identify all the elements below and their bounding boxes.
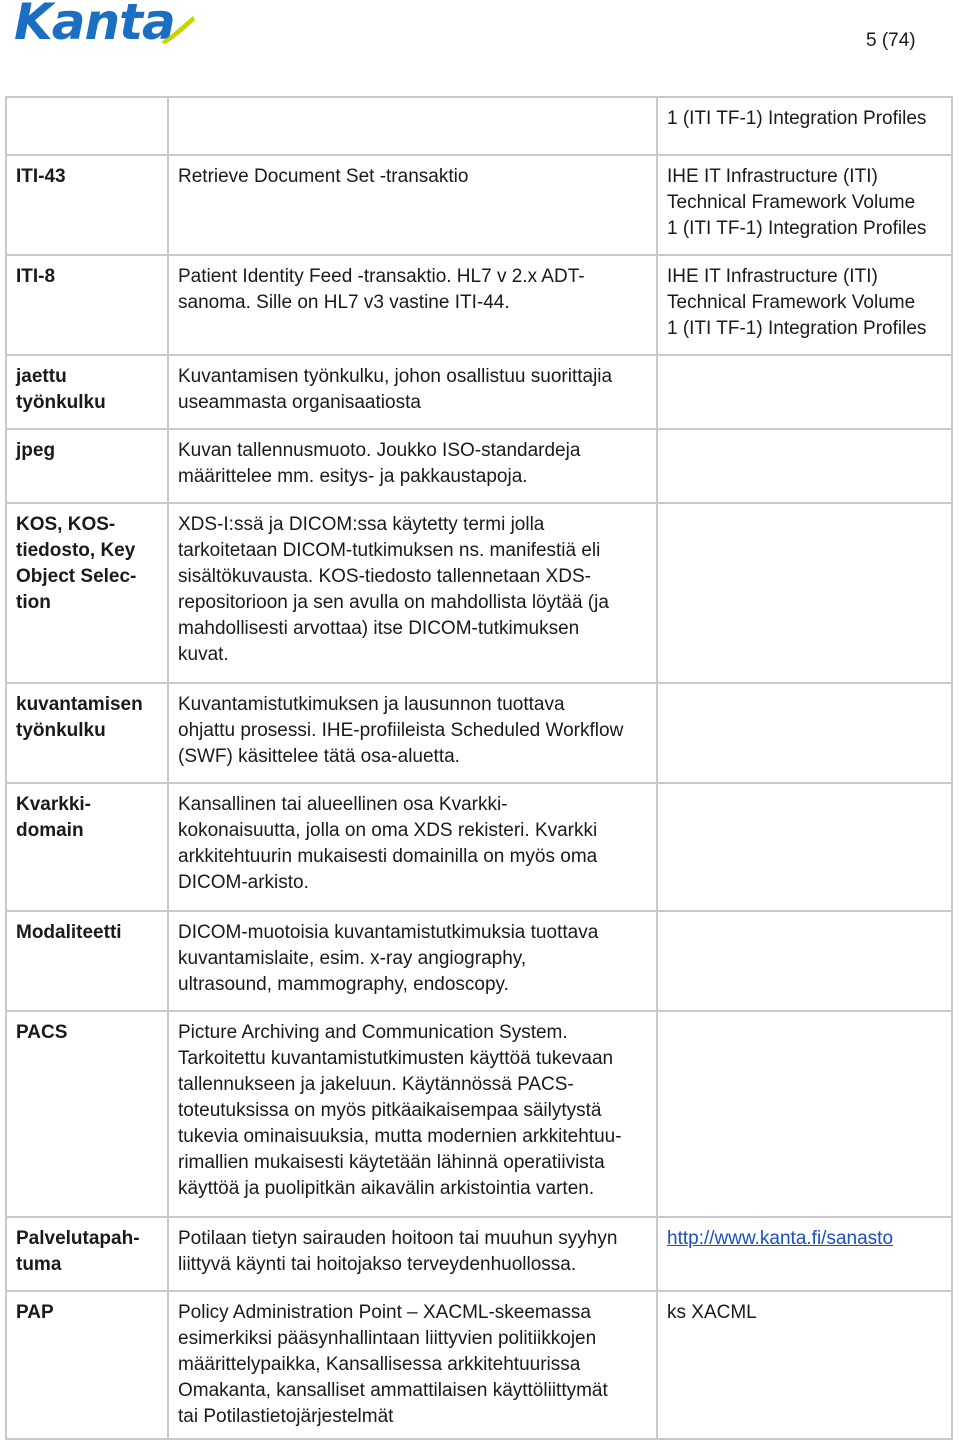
glossary-term [6,1011,168,1217]
glossary-source-text: IHE IT Infrastructure (ITI) Technical Framework Volume 1 (ITI TF-1) Integration Profiles [667,266,927,339]
glossary-source [657,503,952,683]
glossary-term [6,1291,168,1439]
glossary-row [6,683,952,783]
glossary-source [657,155,952,255]
glossary-definition-text: Kuvantamistutkimuksen ja lausunnon tuottava ohjattu prosessi. IHE-profiileista Scheduled Workflow (SWF) käsittelee tätä osa-aluetta. [178,694,624,767]
glossary-term [6,1217,168,1291]
glossary-definition-text: XDS-I:ssä ja DICOM:ssa käytetty termi jolla tarkoitetaan DICOM-tutkimuksen ns. manifestiä eli sisältökuvausta. KOS-tiedosto tallennetaan XDS- repositorioon ja sen avulla on mahdollista löytää (ja mahdollisesti arvottaa) itse DICOM-tutkimuksen kuvat. [178,514,609,665]
glossary-row [6,503,952,683]
glossary-definition-text: Potilaan tietyn sairauden hoitoon tai muuhun syyhyn liittyvä käynti tai hoitojakso terveydenhuollossa. [178,1228,618,1275]
glossary-definition-text: Patient Identity Feed -transaktio. HL7 v 2.x ADT- sanoma. Sille on HL7 v3 vastine ITI-44. [178,266,585,313]
glossary-row [6,155,952,255]
glossary-source-text: ks XACML [667,1302,757,1323]
glossary-source-text: 1 (ITI TF-1) Integration Profiles [667,108,927,129]
glossary-definition [168,255,657,355]
glossary-definition [168,429,657,503]
glossary-source [657,1291,952,1439]
page-number: 5 (74) [866,30,916,51]
glossary-term-text: kuvantamisen työnkulku [16,694,143,741]
glossary-definition [168,1011,657,1217]
glossary-term [6,783,168,911]
glossary-term-text: Modaliteetti [16,922,122,943]
glossary-definition-text: Picture Archiving and Communication System. Tarkoitettu kuvantamistutkimusten käyttöä tukevaan tallennukseen ja jakeluun. Käytännössä PACS- toteutuksissa on myös pitkäaikaisempaa säilytystä tukevia ominaisuuksia, mutta modernien arkkitehtuu- rimallien mukaisesti käytetään lähinnä operatiivista käyttöä ja puolipitkän aikavälin arkistointia varten. [178,1022,622,1199]
glossary-definition-text: Kansallinen tai alueellinen osa Kvarkki- kokonaisuutta, jolla on oma XDS rekisteri. Kvarkki arkkitehtuurin mukaisesti domainilla on myös oma DICOM-arkisto. [178,794,598,893]
glossary-definition [168,97,657,155]
glossary-term [6,683,168,783]
glossary-source [657,911,952,1011]
glossary-row [6,355,952,429]
glossary-term-text: jaettu työnkulku [16,366,106,413]
glossary-source [657,1011,952,1217]
kanta-logo [14,0,194,51]
glossary-definition-text: DICOM-muotoisia kuvantamistutkimuksia tuottava kuvantamislaite, esim. x-ray angiography, ultrasound, mammography, endoscopy. [178,922,599,995]
glossary-row [6,911,952,1011]
glossary-definition [168,355,657,429]
glossary-term-text: PAP [16,1302,54,1323]
glossary-definition [168,155,657,255]
glossary-term [6,155,168,255]
glossary-definition-text: Retrieve Document Set -transaktio [178,166,469,187]
glossary-source [657,429,952,503]
glossary-source-text: IHE IT Infrastructure (ITI) Technical Framework Volume 1 (ITI TF-1) Integration Profiles [667,166,927,239]
glossary-row [6,97,952,155]
glossary-source [657,1217,952,1291]
glossary-term-text: jpeg [16,440,56,461]
glossary-row [6,1291,952,1439]
logo-swoosh-icon [157,14,197,44]
glossary-row [6,255,952,355]
glossary-term [6,429,168,503]
glossary-term-text: PACS [16,1022,68,1043]
glossary-definition [168,1291,657,1439]
glossary-definition-text: Kuvantamisen työnkulku, johon osallistuu suorittajia useammasta organisaatiosta [178,366,613,413]
source-link[interactable]: http://www.kanta.fi/sanasto [667,1228,894,1249]
glossary-term [6,355,168,429]
glossary-definition-text: Kuvan tallennusmuoto. Joukko ISO-standardeja määrittelee mm. esitys- ja pakkaustapoja. [178,440,581,487]
glossary-term-text: Palvelutapah- tuma [16,1228,140,1275]
glossary-term [6,255,168,355]
glossary-definition [168,1217,657,1291]
logo-wordmark: Kanta [14,0,175,51]
glossary-definition [168,783,657,911]
glossary-source [657,783,952,911]
glossary-row [6,783,952,911]
glossary-source [657,97,952,155]
glossary-source [657,255,952,355]
glossary-table [5,96,953,1440]
glossary-definition [168,683,657,783]
glossary-definition [168,911,657,1011]
glossary-term-text: Kvarkki- domain [16,794,91,841]
glossary-source [657,355,952,429]
glossary-definition-text: Policy Administration Point – XACML-skeemassa esimerkiksi pääsynhallintaan liittyvien politiikkojen määrittelypaikka, Kansallisessa arkkitehtuurissa Omakanta, kansalliset ammattilaisen käyttöliittymät tai Potilastietojärjestelmät [178,1302,608,1427]
glossary-row [6,1011,952,1217]
glossary-term-text: KOS, KOS- tiedosto, Key Object Selec- tion [16,514,137,613]
glossary-term-text: ITI-8 [16,266,56,287]
glossary-term [6,503,168,683]
glossary-term [6,97,168,155]
glossary-row [6,1217,952,1291]
glossary-term [6,911,168,1011]
glossary-term-text: ITI-43 [16,166,66,187]
glossary-definition [168,503,657,683]
glossary-row [6,429,952,503]
glossary-source [657,683,952,783]
